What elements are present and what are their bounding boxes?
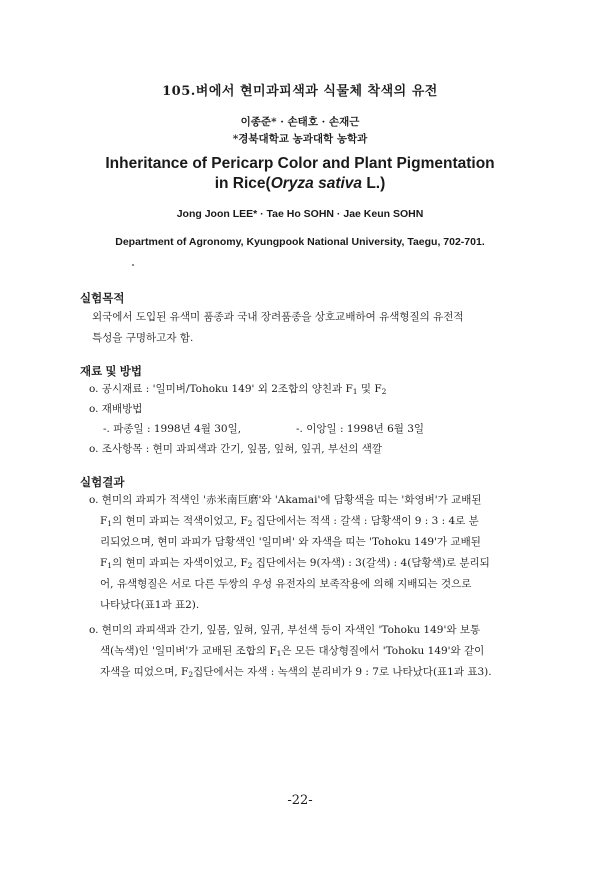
objective-line-2: 특성을 구명하고자 함. (92, 332, 194, 344)
materials-sub-2: 2 (381, 387, 387, 396)
english-title (0, 154, 600, 194)
text-segment: 집단에서는 자색 : 녹색의 분리비가 9 : 7로 나타났다(표1과 표3). (193, 666, 492, 678)
text-f: F (100, 515, 108, 527)
cultivation-line: o. 재배방법 (89, 403, 143, 415)
species-name: Oryza sativa (270, 175, 363, 192)
results-p1-line-2 (89, 511, 490, 532)
english-authors: Jong Joon LEE* · Tae Ho SOHN · Jae Keun SOHN (176, 208, 424, 220)
materials-text-a: o. 공시재료 : '일미벼/Tohoku 149' 외 2조합의 양친과 F (89, 383, 353, 395)
text-segment: 의 현미 과피는 자색이었고, F (112, 557, 248, 569)
subscript: 2 (188, 670, 194, 679)
english-title-line2 (0, 174, 600, 194)
survey-items-line: o. 조사항목 : 현미 과피색과 간기, 잎몸, 잎혀, 잎귀, 부선의 색깔 (89, 443, 383, 455)
text-segment: 집단에서는 적색 : 갈색 : 담황색이 9 : 3 : 4로 분 (252, 515, 479, 527)
objective-heading: 실험목적 (80, 293, 125, 305)
text-segment: 의 현미 과피는 적색이었고, F (112, 515, 248, 527)
korean-affiliation: *경북대학교 농과대학 농학과 (232, 133, 368, 145)
stray-dot (132, 264, 134, 266)
korean-title: 105.벼에서 현미과피색과 식물체 착색의 유전 (162, 84, 438, 99)
results-p2-line-2 (89, 641, 492, 662)
results-paragraph-2 (89, 620, 492, 683)
results-paragraph-1 (89, 490, 490, 616)
english-affiliation: Department of Agronomy, Kyungpook National University, Taegu, 702-701. (115, 236, 485, 248)
subscript: 1 (107, 561, 113, 570)
materials-text-b: 및 F (357, 383, 382, 395)
methods-heading: 재료 및 방법 (80, 366, 142, 378)
text-segment: 자색을 띠었으며, F (100, 666, 189, 678)
results-p2-line-1: o. 현미의 과피색과 간기, 잎몸, 잎혀, 잎귀, 부선색 등이 자색인 'Tohoku 149'와 보통 (89, 624, 481, 636)
materials-line (89, 381, 386, 396)
english-title-suffix: L.) (362, 175, 386, 192)
page-number: -22- (287, 793, 313, 808)
subscript: 1 (107, 519, 113, 528)
text-f: F (100, 557, 108, 569)
korean-authors: 이종준* · 손태호 · 손재근 (240, 116, 360, 128)
subscript: 2 (247, 561, 253, 570)
subscript: 2 (247, 519, 253, 528)
results-p1-line-1: o. 현미의 과피가 적색인 '赤米南巨磨'와 'Akamai'에 담황색을 띠는 '화영벼'가 교배된 (89, 494, 482, 506)
text-segment: 집단에서는 9(자색) : 3(갈색) : 4(담황색)로 분리되 (252, 557, 490, 569)
english-title-line1: Inheritance of Pericarp Color and Plant Pigmentation (105, 155, 495, 172)
objective-line-1: 외국에서 도입된 유색미 품종과 국내 장려품종을 상호교배하여 유색형질의 유전적 (92, 311, 464, 323)
transplant-date: -. 이앙일 : 1998년 6월 3일 (296, 423, 425, 435)
results-p1-line-4 (89, 553, 490, 574)
results-p1-line-3: 리되었으며, 현미 과피가 담황색인 '일미벼' 와 자색을 띠는 'Tohoku 149'가 교배된 (100, 536, 481, 548)
english-title-prefix: in Rice( (214, 175, 271, 192)
results-heading: 실험결과 (80, 477, 125, 489)
text-segment: 은 모든 대상형질에서 'Tohoku 149'와 같이 (281, 645, 485, 657)
objective-paragraph (92, 307, 464, 349)
subscript: 1 (276, 649, 282, 658)
seeding-date: -. 파종일 : 1998년 4월 30일, (103, 423, 242, 435)
materials-sub-1: 1 (352, 387, 358, 396)
results-p2-line-3 (89, 662, 492, 683)
results-p1-line-5: 어, 유색형질은 서로 다른 두쌍의 우성 유전자의 보족작용에 의해 지배되는 것으로 (100, 578, 472, 590)
text-segment: 색(녹색)인 '일미벼'가 교배된 조합의 F (100, 645, 277, 657)
results-p1-line-6: 나타났다(표1과 표2). (100, 599, 200, 611)
